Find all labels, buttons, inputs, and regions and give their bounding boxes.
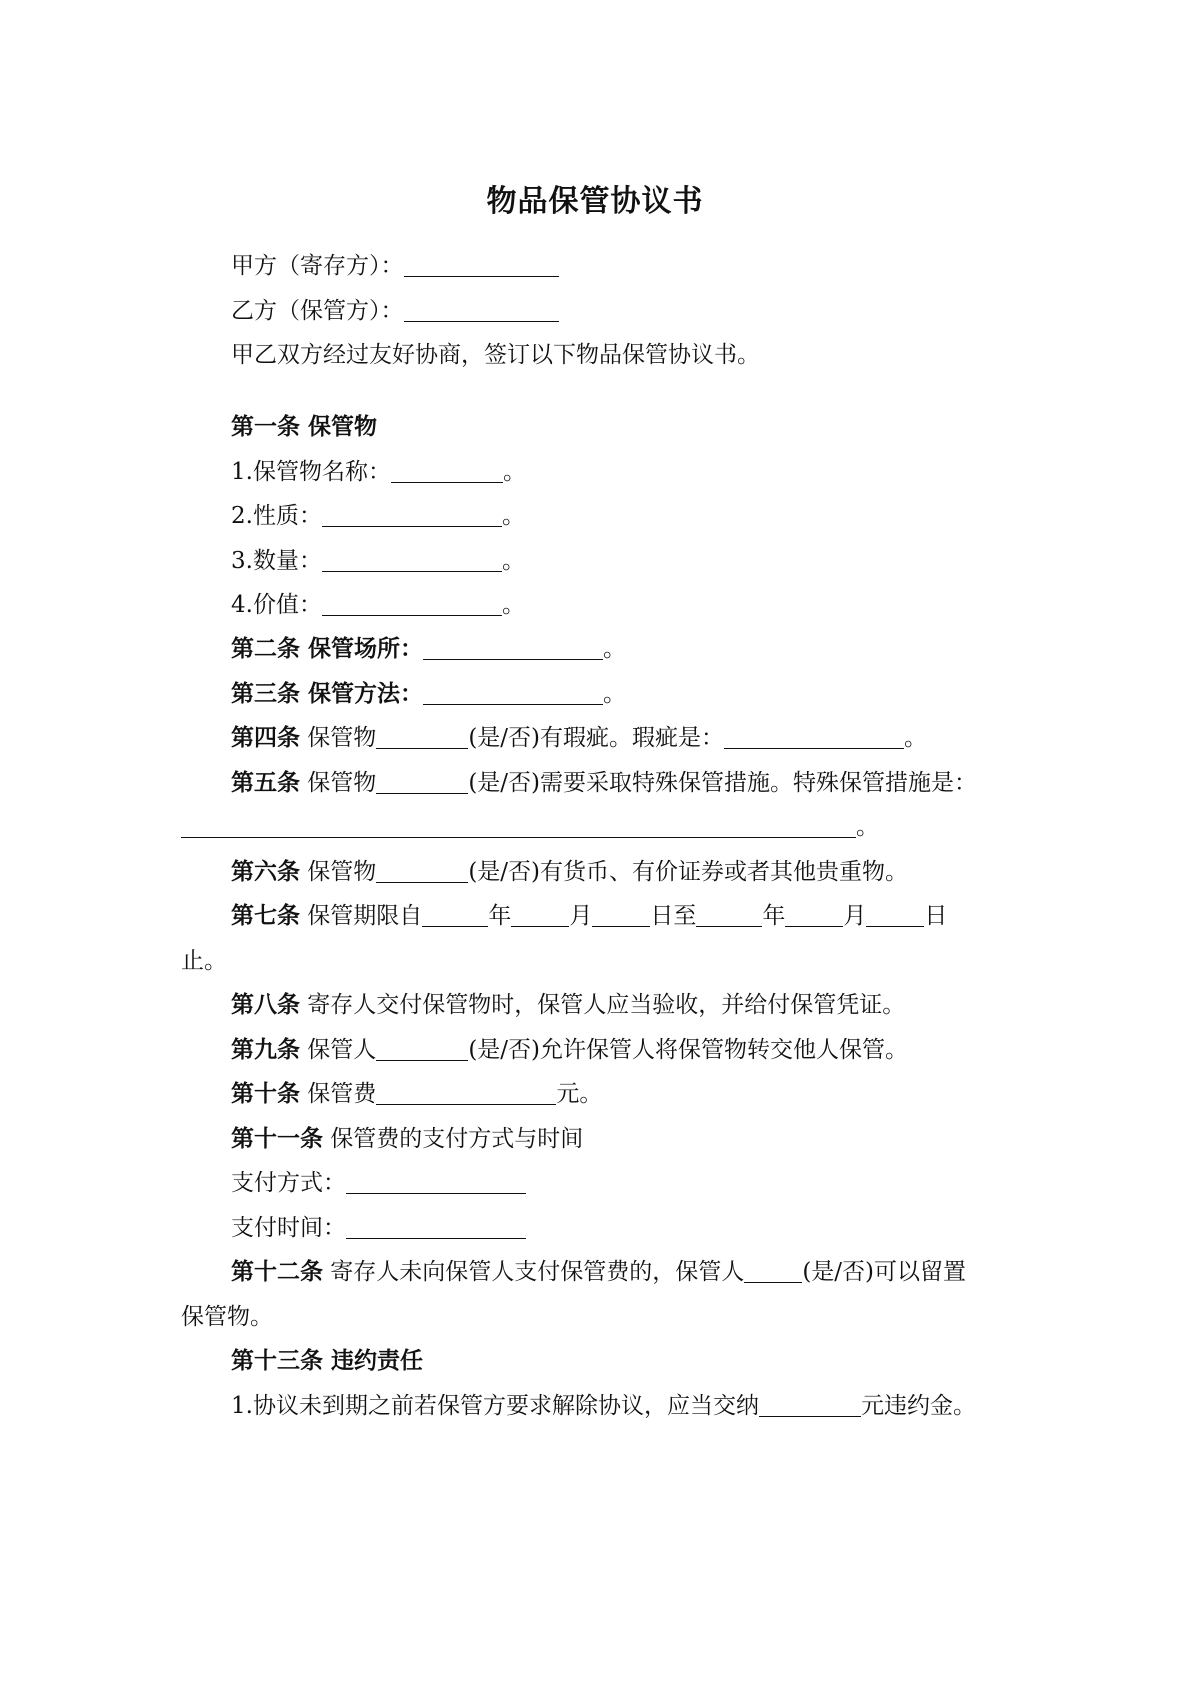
party-a-line [231, 250, 559, 282]
special-measures-blank [181, 813, 856, 838]
payment-method-line: 支付方式： [231, 1167, 526, 1199]
article-12-continuation: 保管物。 [181, 1304, 273, 1330]
article-6: 第六条 保管物 (是/否)有货币、有价证券或者其他贵重物。 [231, 858, 909, 885]
quantity-blank [322, 547, 502, 572]
nature-blank [322, 502, 502, 527]
article-1-item-4: 4.价值： 。 [231, 592, 525, 618]
end-day-blank [866, 902, 924, 927]
article-12-heading: 第十二条 [231, 1258, 323, 1285]
article-1-item-3: 3.数量： 。 [231, 548, 525, 574]
item-name-blank [391, 458, 503, 483]
end-month-blank [785, 902, 843, 927]
payment-method-blank [346, 1169, 526, 1194]
article-9: 第九条 保管人 (是/否)允许保管人将保管物转交他人保管。 [231, 1036, 909, 1063]
intro-text: 甲乙双方经过友好协商，签订以下物品保管协议书。 [231, 342, 760, 368]
article-13-item-1: 1.协议未到期之前若保管方要求解除协议，应当交纳 元违约金。 [231, 1393, 976, 1419]
article-1-item-2: 2.性质： 。 [231, 503, 525, 529]
article-3: 第三条 保管方法： 。 [231, 680, 627, 707]
article-7-end: 止。 [181, 948, 227, 974]
article-12: 第十二条 寄存人未向保管人支付保管费的，保管人 (是/否)可以留置 [231, 1258, 967, 1285]
party-b-blank [404, 297, 559, 322]
penalty-blank [759, 1392, 861, 1417]
party-a-label: 甲方（寄存方）： [231, 253, 404, 279]
party-b-line [231, 295, 559, 327]
article-2-heading: 第二条 保管场所： [231, 635, 424, 662]
transfer-yes-no-blank [376, 1036, 468, 1061]
article-1-heading: 第一条 保管物 [231, 413, 378, 440]
payment-time-line: 支付时间： [231, 1212, 526, 1244]
article-2: 第二条 保管场所： 。 [231, 635, 627, 662]
payment-time-blank [346, 1214, 526, 1239]
party-a-blank [404, 252, 559, 277]
article-3-heading: 第三条 保管方法： [231, 680, 424, 707]
lien-yes-no-blank [744, 1258, 802, 1283]
article-7-heading: 第七条 [231, 902, 300, 929]
article-5: 第五条 保管物 (是/否)需要采取特殊保管措施。特殊保管措施是： [231, 769, 978, 796]
end-year-blank [696, 902, 762, 927]
fee-blank [376, 1080, 556, 1105]
article-8-heading: 第八条 [231, 991, 300, 1018]
valuables-yes-no-blank [376, 858, 468, 883]
start-day-blank [592, 902, 650, 927]
defect-yes-no-blank [376, 724, 468, 749]
article-13-heading: 第十三条 违约责任 [231, 1347, 424, 1374]
article-4-heading: 第四条 [231, 724, 300, 751]
value-blank [322, 591, 502, 616]
article-1-item-1: 1.保管物名称： 。 [231, 459, 526, 485]
article-11: 第十一条 保管费的支付方式与时间 [231, 1125, 584, 1152]
method-blank [423, 680, 603, 705]
article-9-heading: 第九条 [231, 1036, 300, 1063]
start-month-blank [511, 902, 569, 927]
article-10: 第十条 保管费 元。 [231, 1080, 603, 1107]
special-yes-no-blank [376, 769, 468, 794]
article-8: 第八条 寄存人交付保管物时，保管人应当验收，并给付保管凭证。 [231, 991, 906, 1018]
start-year-blank [422, 902, 488, 927]
location-blank [423, 635, 603, 660]
article-10-heading: 第十条 [231, 1080, 300, 1107]
article-11-heading: 第十一条 [231, 1125, 323, 1152]
defect-blank [724, 724, 904, 749]
article-5-heading: 第五条 [231, 769, 300, 796]
article-4: 第四条 保管物 (是/否)有瑕疵。瑕疵是： 。 [231, 724, 928, 751]
party-b-label: 乙方（保管方）： [231, 298, 404, 324]
document-title: 物品保管协议书 [486, 184, 704, 219]
article-5-continuation: 。 [181, 811, 879, 843]
article-7: 第七条 保管期限自 年 月 日至 年 月 日 [231, 902, 948, 929]
article-6-heading: 第六条 [231, 858, 300, 885]
